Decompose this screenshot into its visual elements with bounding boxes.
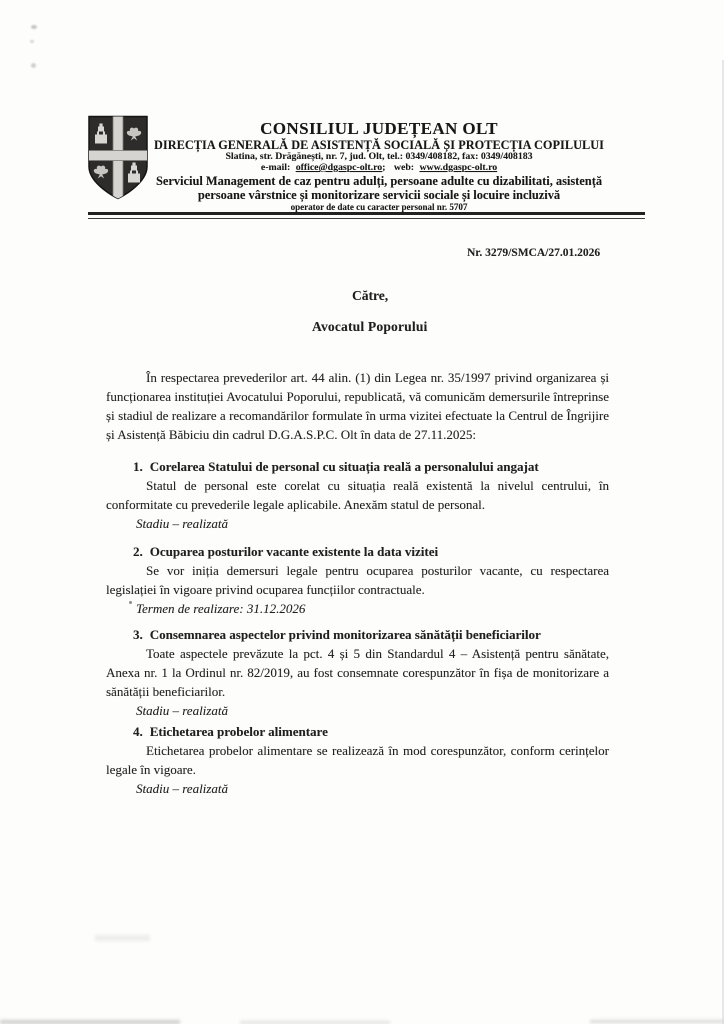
intro-paragraph: În respectarea prevederilor art. 44 alin. (1) din Legea nr. 35/1997 privind organizarea și funcționarea instituției Avocatului Poporului, republicată, vă comunicăm demersurile întreprinse și stadiul de realizare a recomandărilor formulate în urma vizitei efectuate la Centrul de Îngrijire și Asistență Băbiciu din cadrul D.G.A.S.P.C. Olt în data de 27.11.2025: (106, 370, 609, 442)
scan-artifact (129, 601, 132, 604)
web-address: www.dgaspc-olt.ro (419, 162, 498, 173)
email-address: office@dgaspc-olt.ro (295, 162, 383, 173)
reference-number: Nr. 3279/SMCA/27.01.2026 (467, 247, 601, 259)
item-heading (106, 457, 609, 476)
service-line-2: persoane vârstnice și monitorizare servicii sociale și locuire incluzivă (197, 188, 561, 202)
item-body: Se vor iniția demersuri legale pentru ocuparea posturilor vacante, cu respectarea legislației în vigoare privind ocuparea funcțiilor contractuale. (106, 563, 609, 597)
item-heading (106, 542, 609, 561)
scan-artifact (30, 40, 34, 43)
organization-name: CONSILIUL JUDEȚEAN OLT (260, 119, 498, 138)
web-label: web: (393, 162, 415, 173)
contact-line (140, 162, 618, 173)
list-item-2 (106, 542, 609, 618)
letter-body (106, 368, 609, 798)
item-number: 3. (133, 627, 143, 642)
item-title: Ocuparea posturilor vacante existente la data vizitei (149, 544, 439, 559)
operator-line: operator de date cu caracter personal nr. 5707 (290, 202, 468, 212)
item-status: Termen de realizare: 31.12.2026 (136, 601, 306, 616)
scan-artifact (31, 63, 36, 68)
salutation-to: Către, (352, 288, 389, 303)
email-label: e-mail: (260, 162, 291, 173)
item-status: Stadiu – realizată (136, 781, 228, 796)
scan-artifact (31, 25, 37, 29)
list-item-3 (106, 625, 609, 720)
list-item-1 (106, 457, 609, 533)
salutation-recipient: Avocatul Poporului (312, 319, 428, 334)
item-heading (106, 722, 609, 741)
item-number: 2. (133, 544, 143, 559)
item-number: 4. (133, 724, 143, 739)
scan-artifact (590, 1020, 724, 1023)
item-status: Stadiu – realizată (136, 516, 228, 531)
list-item-4 (106, 722, 609, 798)
item-body: Statul de personal este corelat cu situația reală existentă la nivelul centrului, în conformitate cu prevederile legale aplicabile. Anexăm statul de personal. (106, 478, 609, 512)
item-number: 1. (133, 459, 143, 474)
item-title: Etichetarea probelor alimentare (149, 724, 328, 739)
item-title: Consemnarea aspectelor privind monitorizarea sănătății beneficiarilor (149, 627, 541, 642)
header-divider (88, 212, 645, 219)
item-heading (106, 625, 609, 644)
contact-separator: ; (382, 162, 386, 173)
directorate-name: DIRECȚIA GENERALĂ DE ASISTENȚĂ SOCIALĂ ȘI PROTECȚIA COPILULUI (153, 138, 605, 152)
item-body: Etichetarea probelor alimentare se realizează în mod corespunzător, conform cerințelor legale în vigoare. (106, 743, 609, 777)
scan-artifact (0, 1020, 180, 1024)
service-line-1: Serviciul Management de caz pentru adulți, persoane adulte cu dizabilitati, asistență (155, 174, 603, 188)
scan-artifact (95, 935, 150, 941)
address-line: Slatina, str. Drăgănești, nr. 7, jud. Olt, tel.: 0349/408182, fax: 0349/408183 (225, 151, 533, 162)
item-title: Corelarea Statului de personal cu situația reală a personalului angajat (149, 459, 539, 474)
item-status: Stadiu – realizată (136, 703, 228, 718)
item-body: Toate aspectele prevăzute la pct. 4 și 5 din Standardul 4 – Asistență pentru sănătate, Anexa nr. 1 la Ordinul nr. 82/2019, au fost consemnate corespunzător în fișa de monitorizare a sănătății beneficiarilor. (106, 646, 609, 699)
